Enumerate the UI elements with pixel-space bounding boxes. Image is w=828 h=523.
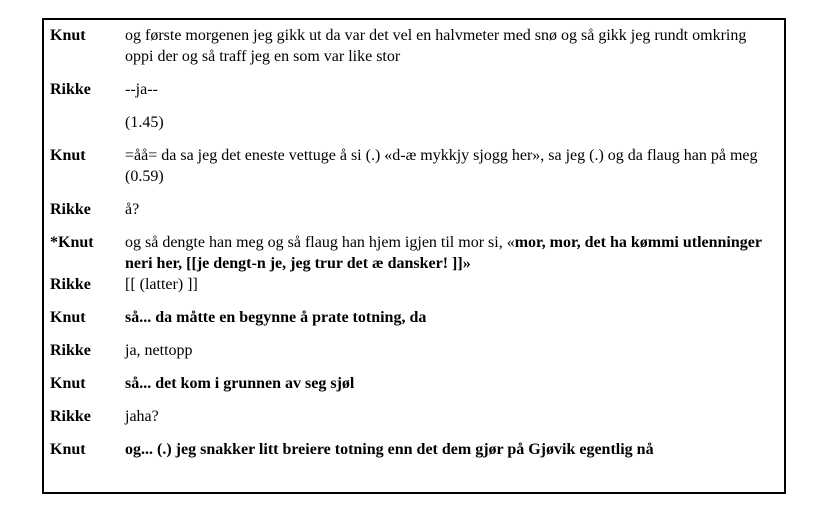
utterance-text [125, 340, 778, 361]
speaker-label: Knut [50, 309, 86, 326]
speaker-label [50, 166, 125, 187]
utterance-text [125, 145, 778, 166]
utterance-text [125, 25, 778, 67]
utterance-text [125, 274, 778, 295]
utterance-text [125, 406, 778, 427]
transcript-row [50, 25, 778, 67]
speaker-label: *Knut [50, 234, 94, 251]
utterance-segment: jaha? [125, 408, 159, 425]
speaker-label: Rikke [50, 342, 91, 359]
transcript-box [42, 18, 786, 494]
transcript-row [50, 79, 778, 100]
speaker-label: Knut [50, 441, 86, 458]
utterance-segment: (1.45) [125, 114, 164, 131]
utterance-segment: ja, nettopp [125, 342, 193, 359]
utterance-segment: (0.59) [125, 168, 164, 185]
transcript-row [50, 199, 778, 220]
utterance-segment: å? [125, 201, 140, 218]
utterance-segment: og så dengte han meg og så flaug han hjem igjen til mor si, « [125, 234, 515, 251]
speaker-label: Knut [50, 147, 86, 164]
utterance-segment-bold: så... da måtte en begynne å prate totning, da [125, 309, 427, 326]
utterance-text [125, 166, 778, 187]
utterance-text [125, 307, 778, 328]
transcript-row [50, 112, 778, 133]
utterance-segment: =åå= da sa jeg det eneste vettuge å si (.) «d-æ mykkjy sjogg her», sa jeg (.) og da flaug han på meg [125, 147, 758, 164]
transcript-row [50, 232, 778, 274]
utterance-segment-bold: mor, mor, det ha kømmi utlenninger neri her, [[je dengt-n je, jeg trur det æ dansker! ]]» [125, 234, 762, 272]
speaker-label: Knut [50, 27, 86, 44]
speaker-label: Rikke [50, 276, 91, 293]
utterance-segment-bold: og... (.) jeg snakker litt breiere totning enn det dem gjør på Gjøvik egentlig nå [125, 441, 654, 458]
speaker-label: Knut [50, 375, 86, 392]
speaker-label: Rikke [50, 81, 91, 98]
speaker-label [50, 112, 125, 133]
transcript-row [50, 373, 778, 394]
utterance-segment-bold: så... det kom i grunnen av seg sjøl [125, 375, 355, 392]
transcript-row [50, 307, 778, 328]
transcript-row [50, 145, 778, 166]
transcript-row [50, 439, 778, 460]
transcript-row [50, 166, 778, 187]
utterance-text [125, 439, 778, 460]
utterance-text [125, 199, 778, 220]
transcript-row [50, 274, 778, 295]
transcript-row [50, 406, 778, 427]
speaker-label: Rikke [50, 408, 91, 425]
utterance-segment: og første morgenen jeg gikk ut da var det vel en halvmeter med snø og så gikk jeg rundt omkring oppi der og så traff jeg en som var like stor [125, 27, 747, 65]
speaker-label: Rikke [50, 201, 91, 218]
utterance-text [125, 373, 778, 394]
utterance-segment: --ja-- [125, 81, 158, 98]
utterance-text [125, 112, 778, 133]
utterance-text [125, 232, 778, 274]
utterance-segment: [[ (latter) ]] [125, 276, 198, 293]
transcript-row [50, 340, 778, 361]
utterance-text [125, 79, 778, 100]
